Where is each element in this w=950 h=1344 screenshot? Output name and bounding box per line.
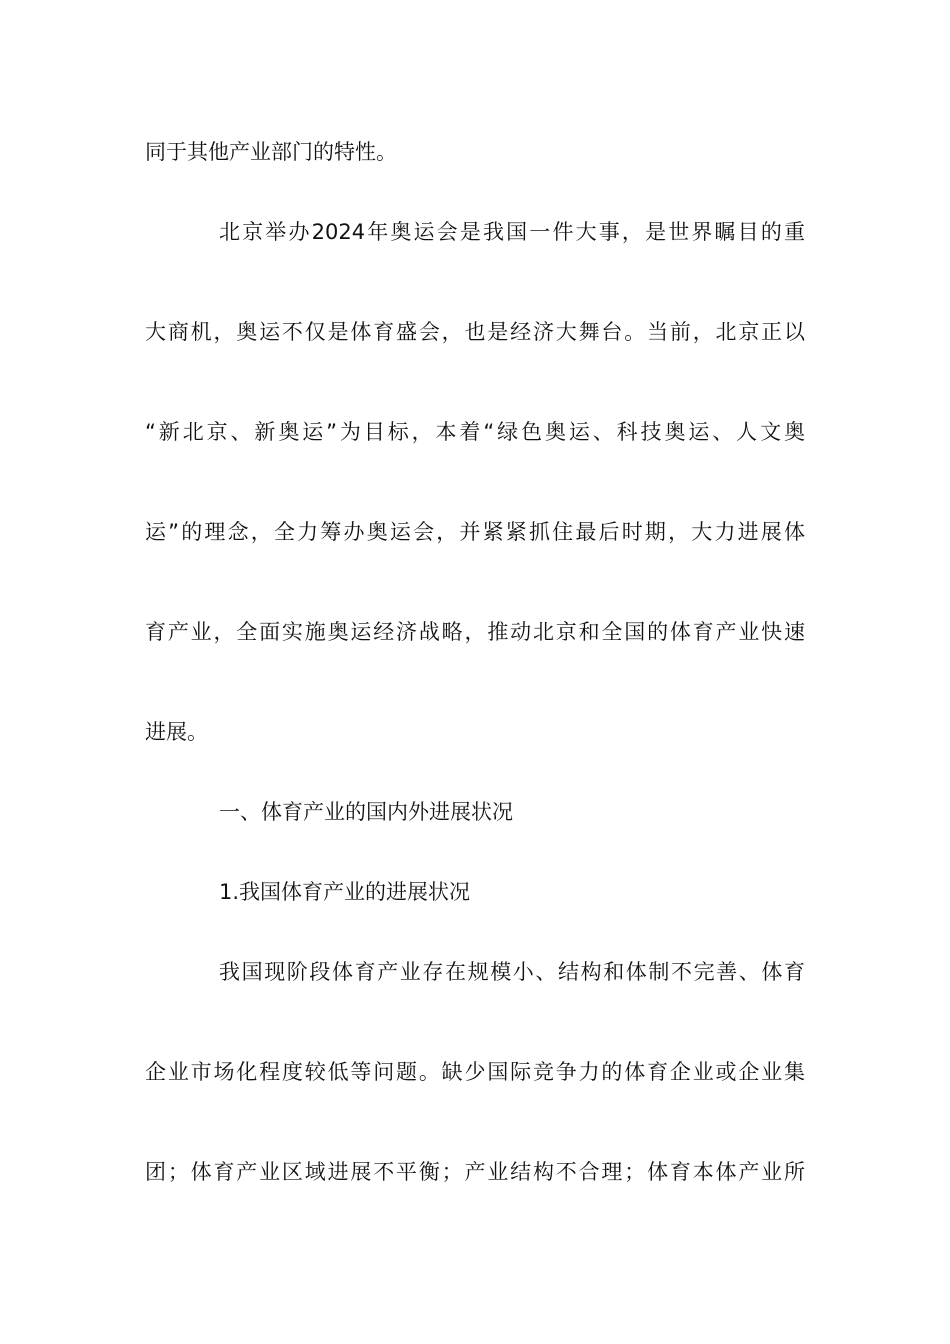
text-line: 团；体育产业区域进展不平衡；产业结构不合理；体育本体产业所 bbox=[145, 1160, 805, 1184]
text-line: 企业市场化程度较低等问题。缺少国际竞争力的体育企业或企业集 bbox=[145, 1060, 805, 1084]
text-line: 进展。 bbox=[145, 720, 208, 744]
text-line: 大商机，奥运不仅是体育盛会，也是经济大舞台。当前，北京正以 bbox=[145, 320, 805, 344]
text-line: “新北京、新奥运”为目标，本着“绿色奥运、科技奥运、人文奥 bbox=[145, 420, 805, 444]
section-heading: 一、体育产业的国内外进展状况 bbox=[219, 800, 513, 824]
subsection-heading: 1.我国体育产业的进展状况 bbox=[219, 880, 471, 904]
paragraph-first-line: 北京举办2024年奥运会是我国一件大事，是世界瞩目的重 bbox=[219, 220, 805, 244]
text-line: 同于其他产业部门的特性。 bbox=[145, 140, 397, 164]
paragraph-first-line: 我国现阶段体育产业存在规模小、结构和体制不完善、体育 bbox=[219, 960, 805, 984]
text-line: 运”的理念，全力筹办奥运会，并紧紧抓住最后时期，大力进展体 bbox=[145, 520, 805, 544]
text-line: 育产业，全面实施奥运经济战略，推动北京和全国的体育产业快速 bbox=[145, 620, 805, 644]
